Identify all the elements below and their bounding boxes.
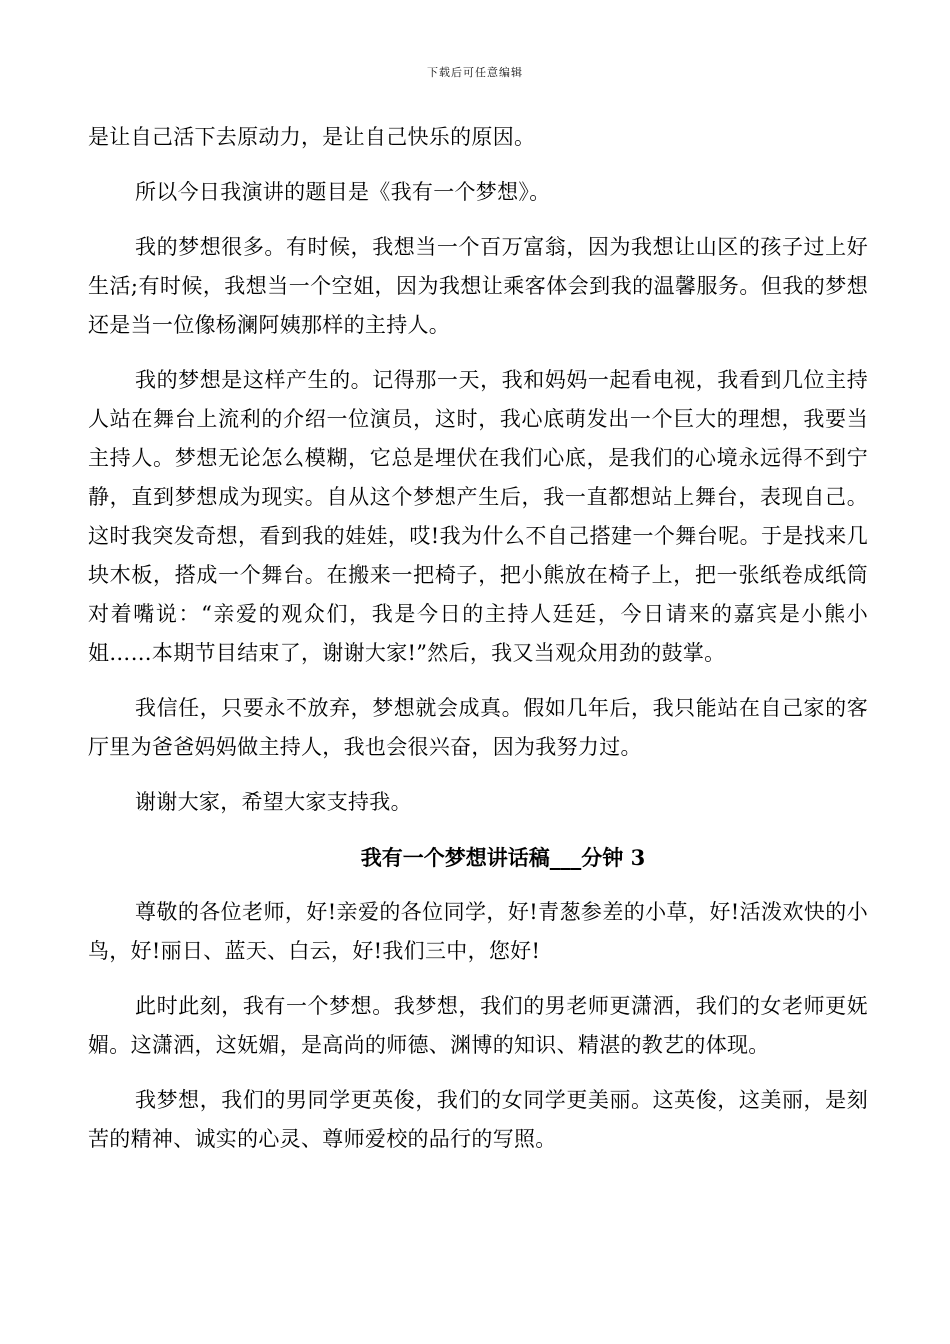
paragraph: 所以今日我演讲的题目是《我有一个梦想》。 (135, 180, 551, 204)
paragraph: 我信任，只要永不放弃，梦想就会成真。假如几年后，我只能站在自己家的客厅里为爸爸妈妈做主持人，我也会很兴奋，因为我努力过。 (88, 696, 868, 759)
paragraph: 我的梦想是这样产生的。记得那一天，我和妈妈一起看电视，我看到几位主持人站在舞台上流利的介绍一位演员，这时，我心底萌发出一个巨大的理想，我要当主持人。梦想无论怎么模糊，它总是埋伏在我们心底，是我们的心境永远得不到宁静，直到梦想成为现实。自从这个梦想产生后，我一直都想站上舞台，表现自己。这时我突发奇想，看到我的娃娃，哎!我为什么不自己搭建一个舞台呢。于是找来几块木板，搭成一个舞台。在搬来一把椅子，把小熊放在椅子上，把一张纸卷成纸筒对着嘴说：“亲爱的观众们，我是今日的主持人廷廷，今日请来的嘉宾是小熊小姐……本期节目结束了，谢谢大家!”然后，我又当观众用劲的鼓掌。 (88, 368, 868, 665)
paragraph: 是让自己活下去原动力，是让自己快乐的原因。 (88, 125, 536, 149)
paragraph: 我梦想，我们的男同学更英俊，我们的女同学更美丽。这英俊，这美丽，是刻苦的精神、诚实的心灵、尊师爱校的品行的写照。 (88, 1088, 868, 1151)
document-body (88, 118, 868, 1175)
paragraph: 尊敬的各位老师，好!亲爱的各位同学，好!青葱参差的小草，好!活泼欢快的小鸟，好!丽日、蓝天、白云，好!我们三中，您好! (88, 900, 868, 963)
paragraph: 谢谢大家，希望大家支持我。 (135, 790, 412, 814)
section-heading: 我有一个梦想讲话稿___分钟 3 (360, 845, 646, 870)
paragraph: 此时此刻，我有一个梦想。我梦想，我们的男老师更潇洒，我们的女老师更妩媚。这潇洒，这妩媚，是高尚的师德、渊博的知识、精湛的教艺的体现。 (88, 994, 868, 1057)
paragraph: 我的梦想很多。有时候，我想当一个百万富翁，因为我想让山区的孩子过上好生活;有时候，我想当一个空姐，因为我想让乘客体会到我的温馨服务。但我的梦想还是当一位像杨澜阿姨那样的主持人。 (88, 235, 868, 337)
page-header: 下载后可任意编辑 (427, 66, 523, 79)
